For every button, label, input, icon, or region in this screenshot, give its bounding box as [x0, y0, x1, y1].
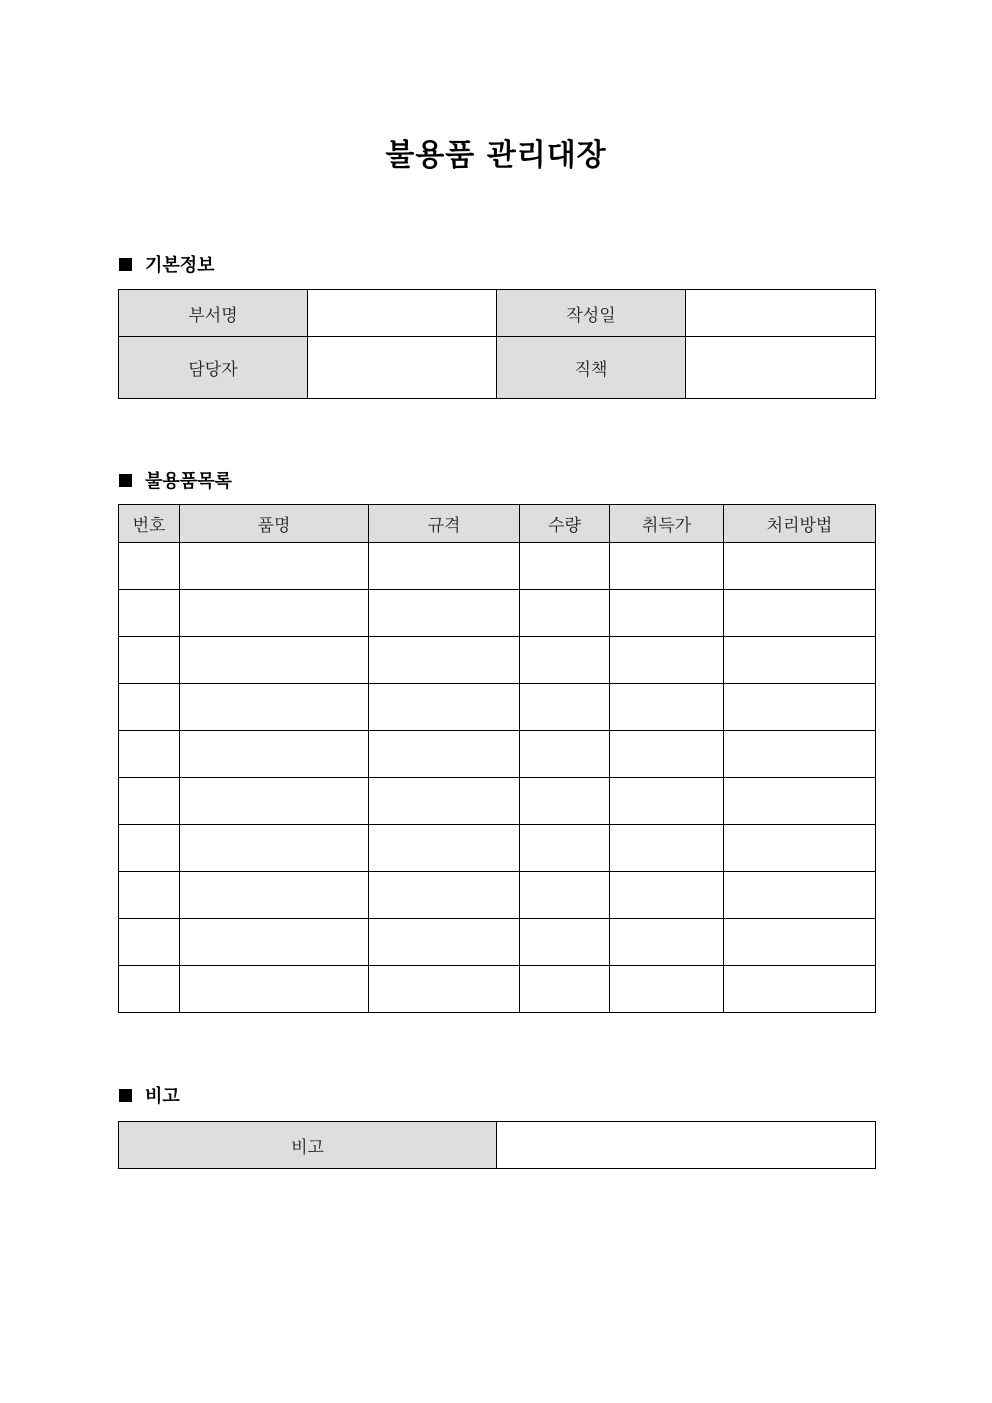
item-name-cell[interactable] — [180, 966, 369, 1013]
department-label: 부서명 — [119, 290, 308, 337]
disposal-method-cell[interactable] — [724, 919, 876, 966]
table-row — [119, 731, 876, 778]
spec-cell[interactable] — [369, 543, 520, 590]
column-header-number: 번호 — [119, 505, 180, 543]
number-cell[interactable] — [119, 731, 180, 778]
item-name-cell[interactable] — [180, 590, 369, 637]
number-cell[interactable] — [119, 825, 180, 872]
position-field[interactable] — [686, 337, 876, 399]
number-cell[interactable] — [119, 919, 180, 966]
number-cell[interactable] — [119, 543, 180, 590]
item-name-cell[interactable] — [180, 872, 369, 919]
item-name-cell[interactable] — [180, 825, 369, 872]
square-bullet-icon — [119, 474, 132, 487]
manager-label: 담당자 — [119, 337, 308, 399]
quantity-cell[interactable] — [520, 684, 610, 731]
number-cell[interactable] — [119, 590, 180, 637]
table-row — [119, 684, 876, 731]
document-title: 불용품 관리대장 — [385, 138, 607, 173]
acquisition-cost-cell[interactable] — [610, 778, 724, 825]
date-field[interactable] — [686, 290, 876, 337]
quantity-cell[interactable] — [520, 872, 610, 919]
item-list-table — [118, 504, 876, 1013]
column-header-quantity: 수량 — [520, 505, 610, 543]
disposal-method-cell[interactable] — [724, 778, 876, 825]
quantity-cell[interactable] — [520, 966, 610, 1013]
table-row — [119, 966, 876, 1013]
remarks-label: 비고 — [119, 1122, 497, 1169]
table-header-row — [119, 505, 876, 543]
spec-cell[interactable] — [369, 684, 520, 731]
item-name-cell[interactable] — [180, 543, 369, 590]
column-header-item-name: 품명 — [180, 505, 369, 543]
number-cell[interactable] — [119, 872, 180, 919]
manager-field[interactable] — [308, 337, 497, 399]
quantity-cell[interactable] — [520, 731, 610, 778]
item-name-cell[interactable] — [180, 919, 369, 966]
acquisition-cost-cell[interactable] — [610, 543, 724, 590]
column-header-acquisition-cost: 취득가 — [610, 505, 724, 543]
quantity-cell[interactable] — [520, 637, 610, 684]
spec-cell[interactable] — [369, 590, 520, 637]
quantity-cell[interactable] — [520, 778, 610, 825]
basic-info-table — [118, 289, 876, 399]
number-cell[interactable] — [119, 966, 180, 1013]
disposal-method-cell[interactable] — [724, 872, 876, 919]
acquisition-cost-cell[interactable] — [610, 731, 724, 778]
table-row — [119, 543, 876, 590]
item-name-cell[interactable] — [180, 731, 369, 778]
quantity-cell[interactable] — [520, 543, 610, 590]
table-row — [119, 825, 876, 872]
number-cell[interactable] — [119, 684, 180, 731]
date-label: 작성일 — [497, 290, 686, 337]
section-basic-info-heading — [119, 252, 215, 276]
spec-cell[interactable] — [369, 778, 520, 825]
disposal-method-cell[interactable] — [724, 637, 876, 684]
acquisition-cost-cell[interactable] — [610, 590, 724, 637]
quantity-cell[interactable] — [520, 825, 610, 872]
acquisition-cost-cell[interactable] — [610, 966, 724, 1013]
spec-cell[interactable] — [369, 919, 520, 966]
section-remarks-heading — [119, 1083, 180, 1107]
quantity-cell[interactable] — [520, 590, 610, 637]
disposal-method-cell[interactable] — [724, 825, 876, 872]
department-field[interactable] — [308, 290, 497, 337]
disposal-method-cell[interactable] — [724, 966, 876, 1013]
square-bullet-icon — [119, 1089, 132, 1102]
acquisition-cost-cell[interactable] — [610, 637, 724, 684]
acquisition-cost-cell[interactable] — [610, 684, 724, 731]
spec-cell[interactable] — [369, 637, 520, 684]
table-row — [119, 778, 876, 825]
section-item-list-heading — [119, 468, 232, 492]
spec-cell[interactable] — [369, 731, 520, 778]
acquisition-cost-cell[interactable] — [610, 919, 724, 966]
item-name-cell[interactable] — [180, 684, 369, 731]
item-name-cell[interactable] — [180, 778, 369, 825]
position-label: 직책 — [497, 337, 686, 399]
disposal-method-cell[interactable] — [724, 590, 876, 637]
section-remarks-title: 비고 — [145, 1086, 180, 1107]
acquisition-cost-cell[interactable] — [610, 872, 724, 919]
table-row — [119, 637, 876, 684]
disposal-method-cell[interactable] — [724, 731, 876, 778]
section-item-list-title: 불용품목록 — [145, 471, 232, 492]
quantity-cell[interactable] — [520, 919, 610, 966]
table-row — [119, 590, 876, 637]
remarks-field[interactable] — [497, 1122, 876, 1169]
acquisition-cost-cell[interactable] — [610, 825, 724, 872]
column-header-disposal-method: 처리방법 — [724, 505, 876, 543]
spec-cell[interactable] — [369, 872, 520, 919]
item-name-cell[interactable] — [180, 637, 369, 684]
table-row — [119, 919, 876, 966]
remarks-table — [118, 1121, 876, 1169]
disposal-method-cell[interactable] — [724, 684, 876, 731]
spec-cell[interactable] — [369, 825, 520, 872]
square-bullet-icon — [119, 258, 132, 271]
table-row — [119, 872, 876, 919]
number-cell[interactable] — [119, 637, 180, 684]
spec-cell[interactable] — [369, 966, 520, 1013]
number-cell[interactable] — [119, 778, 180, 825]
disposal-method-cell[interactable] — [724, 543, 876, 590]
section-basic-info-title: 기본정보 — [145, 255, 215, 276]
column-header-spec: 규격 — [369, 505, 520, 543]
